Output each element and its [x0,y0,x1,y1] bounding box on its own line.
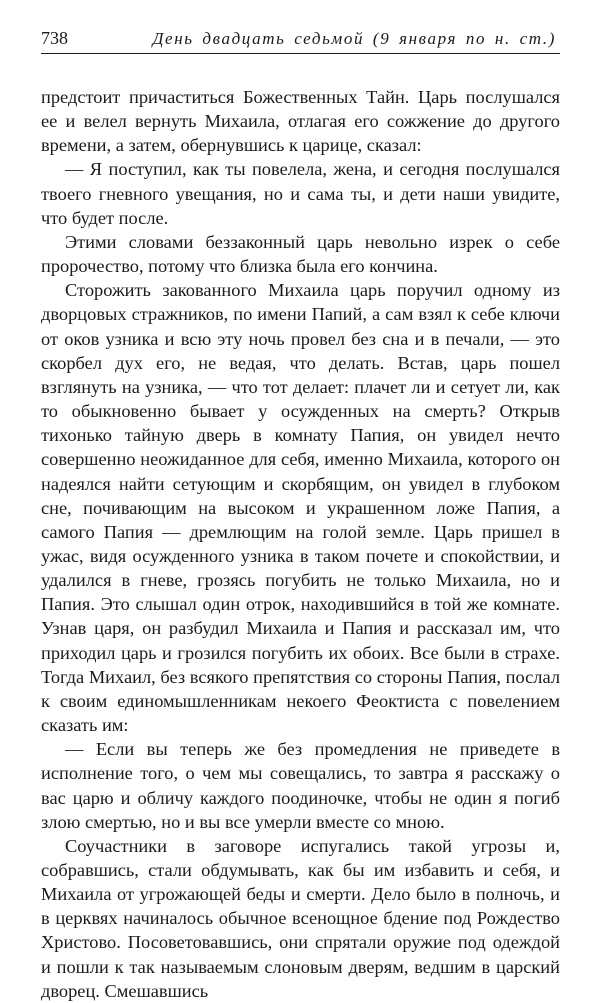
paragraph: — Я поступил, как ты повелела, жена, и сегодня послушался твоего гневного увещания, но и сама ты, и дети наши увидите, что будет после. [41,159,560,228]
paragraph: предстоит причаститься Божественных Тайн. Царь послушался ее и велел вернуть Михаила, отлагая его сожжение до другого времени, а затем, обернувшись к царице, сказал: [41,87,560,156]
paragraph: Сторожить закованного Михаила царь поручил одному из дворцовых стражников, по имени Папий, а сам взял к себе ключи от оков узника и всю эту ночь провел без сна и в печали, — это скорбел дух его, не ведая, что делать. Встав, царь пошел взглянуть на узника, — что тот делает: плачет ли и сетует ли, как то обыкновенно бывает у осужденных на смерть? Открыв тихонько тайную дверь в комнату Папия, он увидел нечто совершенно неожиданное для себя, именно Михаила, которого он надеялся найти сетующим и скорбящим, он увидел в глубоком сне, почивающим на высоком и украшенном ложе Папия, а самого Папия — дремлющим на голой земле. Царь пришел в ужас, видя осужденного узника в таком почете и спокойствии, и удалился в гневе, грозясь погубить не только Михаила, но и Папия. Это слышал один отрок, находившийся в той же комнате. Узнав царя, он разбудил Михаила и Папия и рассказал им, что приходил царь и грозился погубить их обоих. Все были в страхе. Тогда Михаил, без всякого препятствия со стороны Папия, послал к своим единомышленникам некоего Феоктиста с повелением сказать им: [41,280,560,736]
book-page [41,28,560,1003]
paragraph: Этими словами беззаконный царь невольно изрек о себе пророчество, потому что близка была его кончина. [41,231,560,277]
paragraph: Соучастники в заговоре испугались такой угрозы и, собравшись, стали обдумывать, как бы им избавить и себя, и Михаила от угрожающей беды и смерти. Дело было в полночь, и в церквях начиналось обычное всенощное бдение под Рождество Христово. Посоветовавшись, они спрятали оружие под одеждой и пошли к так называемым слоновым дверям, ведшим в царский дворец. Смешавшись [41,835,560,1001]
body-text [41,85,560,1003]
paragraph: — Если вы теперь же без промедления не приведете в исполнение того, о чем мы совещались, то завтра я расскажу о вас царю и обличу каждого поодиночке, чтобы не один я погиб злою смертью, но и вы все умерли вместе со мною. [41,739,560,832]
page-header [41,28,560,54]
page-number: 738 [41,28,68,48]
running-head: День двадцать седьмой (9 января по н. ст.) [152,29,556,48]
